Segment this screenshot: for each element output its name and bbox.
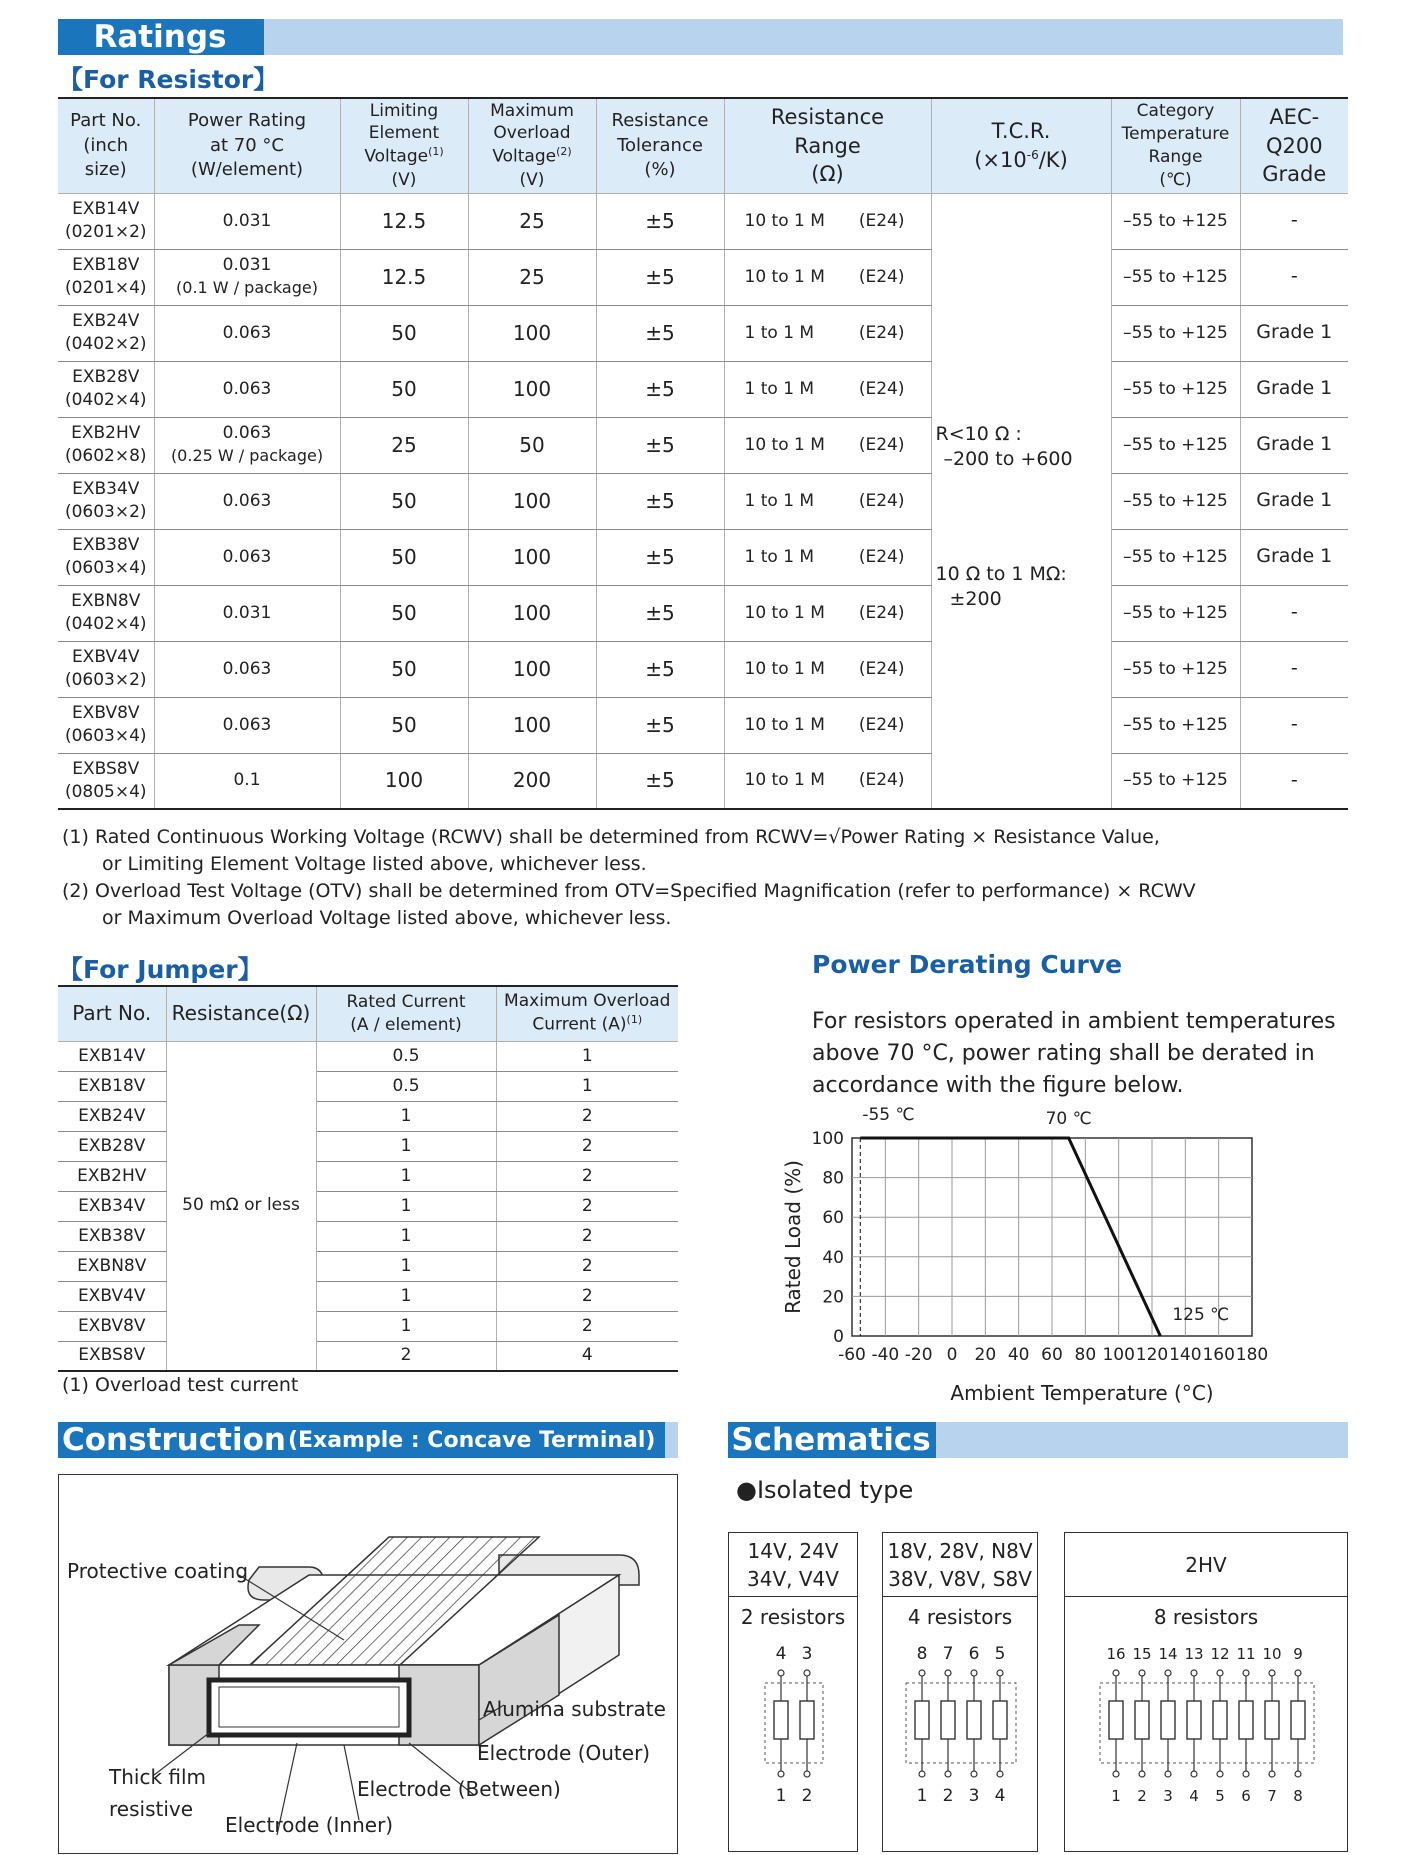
x-tick-label: 80: [1074, 1345, 1097, 1365]
pin-bottom: [945, 1771, 951, 1777]
pin-top: [945, 1670, 951, 1676]
cell-range: 1 to 1 M (E24): [724, 361, 931, 417]
header-tolerance: Resistance Tolerance (%): [596, 98, 724, 193]
resistor: [1161, 1701, 1175, 1739]
cell-category-temp: –55 to +125: [1111, 249, 1240, 305]
pin-bottom: [971, 1771, 977, 1777]
resistor: [1291, 1701, 1305, 1739]
jumper-row: [58, 1161, 678, 1191]
jumper-cell-current: 1: [316, 1101, 496, 1131]
schematics-header: [728, 1422, 1348, 1458]
cell-part: EXB28V (0402×4): [58, 361, 154, 417]
pin-bottom: [804, 1771, 810, 1777]
cell-tolerance: ±5: [596, 417, 724, 473]
cell-aec: -: [1240, 249, 1348, 305]
jumper-subtitle: 【For Jumper】: [58, 955, 263, 984]
pin-number-top: 8: [916, 1644, 928, 1664]
jumper-cell-current: 1: [316, 1191, 496, 1221]
pin-number-bottom: 6: [1241, 1787, 1251, 1805]
cell-range: 1 to 1 M (E24): [724, 305, 931, 361]
resistor-row: [58, 697, 1348, 753]
cell-range: 1 to 1 M (E24): [724, 473, 931, 529]
jumper-note: (1) Overload test current: [62, 1374, 299, 1396]
cell-tolerance: ±5: [596, 361, 724, 417]
cell-aec: Grade 1: [1240, 305, 1348, 361]
jumper-header-resistance: Resistance(Ω): [166, 986, 316, 1041]
pin-bottom: [1165, 1771, 1171, 1777]
derating-chart: [758, 1092, 1358, 1412]
x-tick-label: 40: [1007, 1345, 1030, 1365]
jumper-cell-part: EXB2HV: [58, 1161, 166, 1191]
jumper-cell-current: 1: [316, 1281, 496, 1311]
pin-number-bottom: 1: [775, 1786, 787, 1806]
jumper-cell-current: 1: [316, 1221, 496, 1251]
pin-number-top: 5: [994, 1644, 1006, 1664]
resistor: [774, 1701, 788, 1739]
resistor-row: [58, 305, 1348, 361]
pin-number-top: 14: [1158, 1645, 1178, 1663]
cell-tolerance: ±5: [596, 193, 724, 249]
cell-tolerance: ±5: [596, 697, 724, 753]
header-part: Part No. (inch size): [58, 98, 154, 193]
resistor: [1135, 1701, 1149, 1739]
resistor-row: [58, 529, 1348, 585]
cell-range: 10 to 1 M (E24): [724, 417, 931, 473]
jumper-cell-part: EXB24V: [58, 1101, 166, 1131]
construction-header: [58, 1422, 678, 1458]
annotation-knee-temp: 70 ℃: [1045, 1109, 1092, 1129]
pin-number-top: 7: [942, 1644, 954, 1664]
y-tick-label: 80: [822, 1168, 844, 1189]
resistor-subtitle: 【For Resistor】: [58, 65, 279, 94]
y-tick-label: 60: [822, 1208, 844, 1229]
resistor-row: [58, 753, 1348, 809]
pin-number-top: 15: [1132, 1645, 1152, 1663]
package-outline: [1100, 1683, 1314, 1763]
pin-top: [804, 1670, 810, 1676]
note-2b: or Maximum Overload Voltage listed above, whichever less.: [102, 907, 672, 929]
cell-part: EXB14V (0201×2): [58, 193, 154, 249]
pin-bottom: [1191, 1771, 1197, 1777]
pin-number-top: 9: [1293, 1645, 1303, 1663]
jumper-cell-overload: 2: [496, 1131, 678, 1161]
jumper-row: [58, 1221, 678, 1251]
resistor: [1265, 1701, 1279, 1739]
cell-category-temp: –55 to +125: [1111, 417, 1240, 473]
resistor-row: [58, 417, 1348, 473]
construction-title: Construction: [62, 1422, 286, 1458]
cell-category-temp: –55 to +125: [1111, 641, 1240, 697]
x-tick-label: 60: [1041, 1345, 1063, 1365]
cell-part: EXB2HV (0602×8): [58, 417, 154, 473]
label-thick-film-2: resistive: [109, 1797, 194, 1821]
isolated-type-label: ●Isolated type: [736, 1476, 914, 1504]
pin-number-bottom: 7: [1267, 1787, 1277, 1805]
cell-part: EXB24V (0402×2): [58, 305, 154, 361]
jumper-header-part: Part No.: [58, 986, 166, 1041]
derating-curve: [860, 1138, 1160, 1336]
resistor-notes: [62, 824, 1352, 932]
cell-limiting-voltage: 12.5: [340, 249, 468, 305]
x-tick-label: -20: [904, 1345, 933, 1365]
x-axis-label: Ambient Temperature (°C): [950, 1381, 1214, 1405]
y-tick-label: 40: [822, 1247, 844, 1268]
pin-top: [1139, 1670, 1145, 1676]
jumper-cell-current: 0.5: [316, 1071, 496, 1101]
cell-overload-voltage: 100: [468, 585, 596, 641]
jumper-row: [58, 1191, 678, 1221]
jumper-cell-current: 1: [316, 1311, 496, 1341]
cell-limiting-voltage: 100: [340, 753, 468, 809]
pin-number-bottom: 3: [968, 1786, 980, 1806]
cell-part: EXB38V (0603×4): [58, 529, 154, 585]
pin-top: [1165, 1670, 1171, 1676]
cell-category-temp: –55 to +125: [1111, 529, 1240, 585]
resistor: [915, 1701, 929, 1739]
cell-aec: -: [1240, 641, 1348, 697]
cell-category-temp: –55 to +125: [1111, 753, 1240, 809]
resistor-row: [58, 473, 1348, 529]
cell-category-temp: –55 to +125: [1111, 361, 1240, 417]
cell-limiting-voltage: 50: [340, 473, 468, 529]
resistor: [1239, 1701, 1253, 1739]
cell-tolerance: ±5: [596, 529, 724, 585]
cell-overload-voltage: 25: [468, 193, 596, 249]
cell-power: 0.063: [154, 305, 340, 361]
label-protective-coating: Protective coating: [67, 1559, 249, 1583]
resistor: [941, 1701, 955, 1739]
cell-tcr: R<10 Ω : –200 to +600 10 Ω to 1 MΩ: ±200: [931, 193, 1111, 809]
cell-aec: Grade 1: [1240, 361, 1348, 417]
cell-power: 0.063: [154, 473, 340, 529]
y-tick-label: 0: [833, 1327, 844, 1347]
cell-overload-voltage: 100: [468, 641, 596, 697]
header-power: Power Rating at 70 °C (W/element): [154, 98, 340, 193]
x-tick-label: -60: [838, 1345, 866, 1365]
jumper-row: [58, 1341, 678, 1371]
schematic-box-4: 18V, 28V, N8V 38V, V8V, S8V 4 resistors 8 1 7 2 6 3 5 4: [882, 1532, 1038, 1852]
cell-part: EXB18V (0201×4): [58, 249, 154, 305]
pin-number-top: 12: [1210, 1645, 1230, 1663]
pin-top: [1269, 1670, 1275, 1676]
cell-power: 0.031: [154, 193, 340, 249]
resistor: [967, 1701, 981, 1739]
cell-tolerance: ±5: [596, 473, 724, 529]
pin-number-bottom: 4: [1189, 1787, 1199, 1805]
schematic-box-2: 14V, 24V 34V, V4V 2 resistors 4 1 3 2: [728, 1532, 858, 1852]
resistor-table: [58, 97, 1348, 810]
cell-part: EXBV8V (0603×4): [58, 697, 154, 753]
pin-number-bottom: 5: [1215, 1787, 1225, 1805]
cell-range: 10 to 1 M (E24): [724, 193, 931, 249]
jumper-cell-overload: 2: [496, 1191, 678, 1221]
pin-number-bottom: 2: [1137, 1787, 1147, 1805]
y-axis-label: Rated Load (%): [781, 1160, 805, 1314]
cell-overload-voltage: 200: [468, 753, 596, 809]
y-tick-label: 20: [822, 1287, 844, 1308]
jumper-row: [58, 1071, 678, 1101]
resistor-row: [58, 585, 1348, 641]
pin-bottom: [1269, 1771, 1275, 1777]
pin-top: [919, 1670, 925, 1676]
pin-bottom: [919, 1771, 925, 1777]
cell-limiting-voltage: 50: [340, 641, 468, 697]
cell-part: EXB34V (0603×2): [58, 473, 154, 529]
jumper-cell-part: EXBN8V: [58, 1251, 166, 1281]
cell-category-temp: –55 to +125: [1111, 697, 1240, 753]
jumper-cell-overload: 2: [496, 1311, 678, 1341]
jumper-row: [58, 1131, 678, 1161]
x-tick-label: -40: [871, 1345, 900, 1365]
schematic-box-8: 2HV 8 resistors 16 1 15 2 14 3 13 4 12 5 11 6 10 7 9 8: [1064, 1532, 1348, 1852]
cell-aec: Grade 1: [1240, 417, 1348, 473]
pin-top: [971, 1670, 977, 1676]
cell-overload-voltage: 100: [468, 697, 596, 753]
pin-number-top: 4: [775, 1644, 787, 1664]
resistor-row: [58, 641, 1348, 697]
jumper-cell-current: 1: [316, 1131, 496, 1161]
label-electrode-inner: Electrode (Inner): [225, 1813, 394, 1837]
jumper-cell-part: EXB14V: [58, 1041, 166, 1071]
pin-bottom: [778, 1771, 784, 1777]
cell-part: EXBS8V (0805×4): [58, 753, 154, 809]
jumper-header-current: Rated Current (A / element): [316, 986, 496, 1041]
schematics-title: Schematics: [728, 1422, 936, 1458]
cell-overload-voltage: 100: [468, 361, 596, 417]
derating-text: For resistors operated in ambient temperatures above 70 °C, power rating shall be derated in accordance with the figure below.: [812, 1009, 1336, 1098]
pin-top: [997, 1670, 1003, 1676]
header-overload-voltage: Maximum Overload Voltage$^{(2)}$ (V): [468, 98, 596, 193]
pin-number-top: 16: [1106, 1645, 1126, 1663]
cell-power: 0.063: [154, 529, 340, 585]
pin-top: [778, 1670, 784, 1676]
resistor-row: [58, 361, 1348, 417]
cell-limiting-voltage: 50: [340, 305, 468, 361]
jumper-cell-part: EXB28V: [58, 1131, 166, 1161]
cell-category-temp: –55 to +125: [1111, 473, 1240, 529]
pin-number-bottom: 2: [942, 1786, 954, 1806]
pin-number-top: 3: [801, 1644, 813, 1664]
pin-top: [1217, 1670, 1223, 1676]
cell-aec: Grade 1: [1240, 529, 1348, 585]
cell-tolerance: ±5: [596, 585, 724, 641]
cell-limiting-voltage: 50: [340, 697, 468, 753]
jumper-row: [58, 1101, 678, 1131]
y-tick-label: 100: [811, 1129, 844, 1149]
jumper-row: [58, 1251, 678, 1281]
cell-aec: -: [1240, 193, 1348, 249]
pin-number-bottom: 4: [994, 1786, 1006, 1806]
cell-aec: Grade 1: [1240, 473, 1348, 529]
schematic-8-resistors: [1065, 1643, 1349, 1843]
cell-limiting-voltage: 50: [340, 529, 468, 585]
pin-top: [1191, 1670, 1197, 1676]
pin-number-bottom: 8: [1293, 1787, 1303, 1805]
label-alumina-substrate: Alumina substrate: [483, 1697, 666, 1721]
derating-title: Power Derating Curve: [812, 950, 1123, 979]
resistor: [1109, 1701, 1123, 1739]
cell-part: EXBV4V (0603×2): [58, 641, 154, 697]
jumper-cell-overload: 2: [496, 1281, 678, 1311]
label-electrode-outer: Electrode (Outer): [477, 1741, 651, 1765]
jumper-cell-overload: 1: [496, 1041, 678, 1071]
pin-bottom: [1243, 1771, 1249, 1777]
cell-limiting-voltage: 50: [340, 361, 468, 417]
pin-bottom: [997, 1771, 1003, 1777]
jumper-table: [58, 985, 678, 1372]
resistor-row: [58, 193, 1348, 249]
header-limiting-voltage: Limiting Element Voltage$^{(1)}$ (V): [340, 98, 468, 193]
jumper-cell-overload: 1: [496, 1071, 678, 1101]
jumper-cell-part: EXB34V: [58, 1191, 166, 1221]
x-tick-label: 140: [1169, 1345, 1202, 1365]
cell-range: 10 to 1 M (E24): [724, 753, 931, 809]
note-2: (2) Overload Test Voltage (OTV) shall be determined from OTV=Specified Magnification (refer to performance) × RCWV: [62, 880, 1196, 902]
x-tick-label: 100: [1102, 1345, 1135, 1365]
jumper-cell-overload: 4: [496, 1341, 678, 1371]
jumper-row: [58, 1311, 678, 1341]
pin-bottom: [1217, 1771, 1223, 1777]
construction-figure: [58, 1474, 678, 1854]
cell-range: 10 to 1 M (E24): [724, 585, 931, 641]
jumper-cell-part: EXB38V: [58, 1221, 166, 1251]
header-aec: AEC- Q200 Grade: [1240, 98, 1348, 193]
annotation-min-temp: -55 ℃: [862, 1105, 915, 1125]
cell-power: 0.063: [154, 361, 340, 417]
cell-tolerance: ±5: [596, 305, 724, 361]
header-tcr: T.C.R. $(\times 10^{-6}/K)$: [931, 98, 1111, 193]
cell-tolerance: ±5: [596, 249, 724, 305]
jumper-cell-overload: 2: [496, 1251, 678, 1281]
jumper-cell-overload: 2: [496, 1101, 678, 1131]
cell-overload-voltage: 100: [468, 305, 596, 361]
cell-range: 10 to 1 M (E24): [724, 697, 931, 753]
header-range: Resistance Range (Ω): [724, 98, 931, 193]
jumper-header-overload: Maximum Overload Current $(A)^{(1)}$: [496, 986, 678, 1041]
cell-range: 10 to 1 M (E24): [724, 249, 931, 305]
jumper-cell-overload: 2: [496, 1221, 678, 1251]
jumper-cell-part: EXBS8V: [58, 1341, 166, 1371]
x-tick-label: 120: [1135, 1345, 1169, 1365]
cell-range: 1 to 1 M (E24): [724, 529, 931, 585]
schematic-2-resistors: [729, 1643, 859, 1843]
label-electrode-between: Electrode (Between): [357, 1777, 561, 1801]
x-tick-label: 160: [1202, 1345, 1235, 1365]
pin-number-bottom: 2: [801, 1786, 813, 1806]
pin-number-top: 10: [1262, 1645, 1282, 1663]
resistor: [1187, 1701, 1201, 1739]
pin-number-top: 11: [1236, 1645, 1256, 1663]
cell-part: EXBN8V (0402×4): [58, 585, 154, 641]
pin-number-bottom: 3: [1163, 1787, 1173, 1805]
cell-limiting-voltage: 25: [340, 417, 468, 473]
cell-power: 0.1: [154, 753, 340, 809]
cell-overload-voltage: 25: [468, 249, 596, 305]
cell-overload-voltage: 50: [468, 417, 596, 473]
cell-overload-voltage: 100: [468, 473, 596, 529]
jumper-cell-resistance: 50 mΩ or less: [166, 1041, 316, 1371]
pin-number-bottom: 1: [1111, 1787, 1121, 1805]
jumper-cell-current: 2: [316, 1341, 496, 1371]
schematic-4-resistors: [883, 1643, 1039, 1843]
cell-category-temp: –55 to +125: [1111, 305, 1240, 361]
jumper-cell-overload: 2: [496, 1161, 678, 1191]
note-1: (1) Rated Continuous Working Voltage (RCWV) shall be determined from RCWV=√Power Rating × Resistance Value,: [62, 826, 1160, 848]
cell-category-temp: –55 to +125: [1111, 585, 1240, 641]
label-thick-film-1: Thick film: [109, 1765, 207, 1789]
jumper-cell-current: 1: [316, 1251, 496, 1281]
cell-tolerance: ±5: [596, 753, 724, 809]
cell-aec: -: [1240, 697, 1348, 753]
pin-top: [1295, 1670, 1301, 1676]
cell-power: 0.063: [154, 641, 340, 697]
ratings-title: Ratings: [58, 19, 264, 55]
cell-limiting-voltage: 12.5: [340, 193, 468, 249]
construction-subtitle: (Example : Concave Terminal): [287, 1427, 656, 1453]
jumper-row: [58, 1281, 678, 1311]
ratings-header: [58, 19, 1343, 55]
x-tick-label: 20: [974, 1345, 997, 1365]
resistor: [800, 1701, 814, 1739]
note-1b: or Limiting Element Voltage listed above, whichever less.: [102, 853, 647, 875]
resistor: [993, 1701, 1007, 1739]
pin-number-top: 13: [1184, 1645, 1204, 1663]
pin-number-bottom: 1: [916, 1786, 928, 1806]
cell-power: 0.031: [154, 585, 340, 641]
resistor-row: [58, 249, 1348, 305]
pin-number-top: 6: [968, 1644, 980, 1664]
jumper-cell-part: EXBV8V: [58, 1311, 166, 1341]
x-tick-label: 180: [1235, 1345, 1269, 1365]
cell-power: 0.031 (0.1 W / package): [154, 249, 340, 305]
cell-power: 0.063: [154, 697, 340, 753]
pin-bottom: [1113, 1771, 1119, 1777]
pin-top: [1243, 1670, 1249, 1676]
jumper-cell-current: 1: [316, 1161, 496, 1191]
pin-bottom: [1295, 1771, 1301, 1777]
cell-power: 0.063 (0.25 W / package): [154, 417, 340, 473]
header-category-temp: Category Temperature Range (℃): [1111, 98, 1240, 193]
jumper-cell-part: EXB18V: [58, 1071, 166, 1101]
pin-top: [1113, 1670, 1119, 1676]
cell-category-temp: –55 to +125: [1111, 193, 1240, 249]
cell-aec: -: [1240, 585, 1348, 641]
jumper-cell-part: EXBV4V: [58, 1281, 166, 1311]
jumper-row: [58, 1041, 678, 1071]
cell-overload-voltage: 100: [468, 529, 596, 585]
cell-range: 10 to 1 M (E24): [724, 641, 931, 697]
cell-limiting-voltage: 50: [340, 585, 468, 641]
cell-aec: -: [1240, 753, 1348, 809]
annotation-max-temp: 125 ℃: [1172, 1305, 1230, 1326]
pin-bottom: [1139, 1771, 1145, 1777]
cell-tolerance: ±5: [596, 641, 724, 697]
jumper-cell-current: 0.5: [316, 1041, 496, 1071]
x-tick-label: 0: [946, 1345, 958, 1365]
resistor: [1213, 1701, 1227, 1739]
